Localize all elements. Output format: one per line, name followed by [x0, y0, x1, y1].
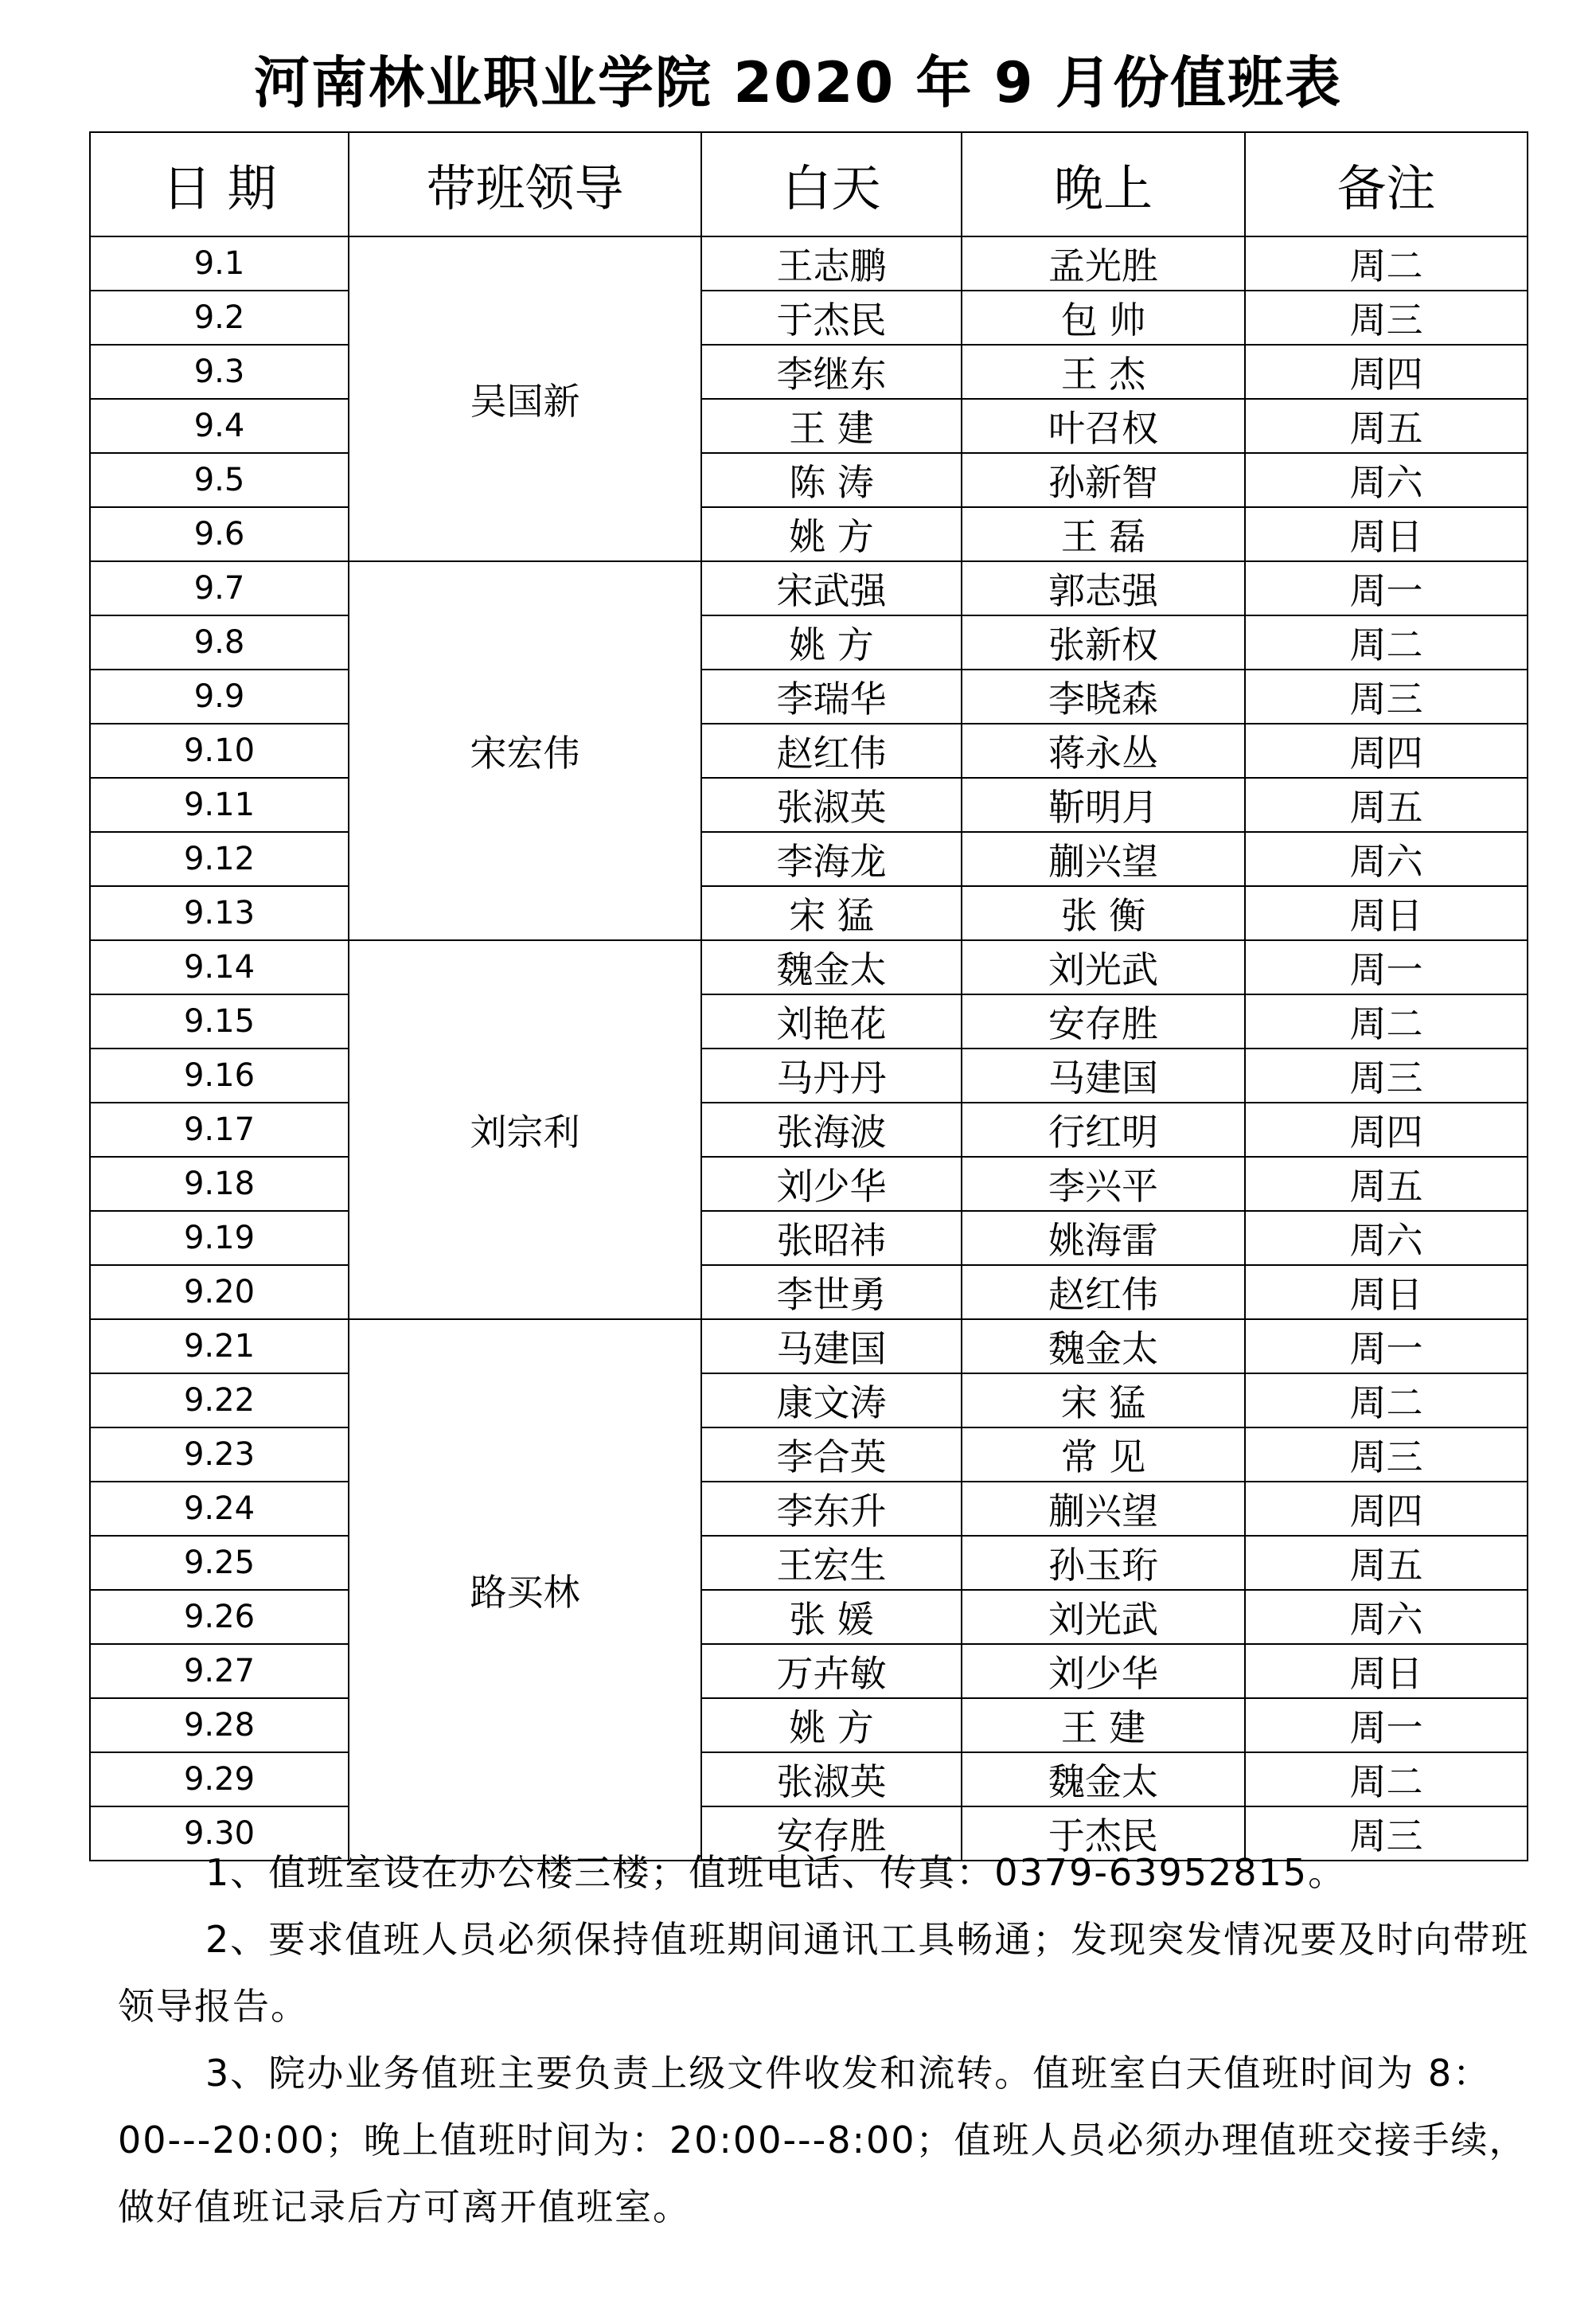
- night-duty-cell: 刘光武: [962, 940, 1245, 994]
- leader-cell: 刘宗利: [349, 940, 701, 1319]
- night-duty-cell: 蒋永丛: [962, 724, 1245, 778]
- weekday-note-cell: 周二: [1245, 1752, 1528, 1806]
- weekday-note-cell: 周六: [1245, 1211, 1528, 1265]
- night-duty-cell: 魏金太: [962, 1752, 1245, 1806]
- table-row: [90, 1211, 1528, 1265]
- weekday-note-cell: 周三: [1245, 670, 1528, 724]
- note-3: 3、院办业务值班主要负责上级文件收发和流转。值班室白天值班时间为 8：00---20:00；晚上值班时间为：20:00---8:00；值班人员必须办理值班交接手续，做好值班记录后方可离开值班室。: [118, 2052, 1528, 2228]
- weekday-note-cell: 周四: [1245, 724, 1528, 778]
- table-row: [90, 291, 1528, 345]
- table-row: [90, 670, 1528, 724]
- table-row: [90, 724, 1528, 778]
- date-cell: 9.14: [90, 940, 349, 994]
- day-duty-cell: 王志鹏: [701, 236, 962, 291]
- night-duty-cell: 张新权: [962, 615, 1245, 670]
- date-cell: 9.6: [90, 507, 349, 561]
- night-duty-cell: 魏金太: [962, 1319, 1245, 1373]
- weekday-note-cell: 周五: [1245, 399, 1528, 453]
- table-row: [90, 940, 1528, 994]
- table-row: [90, 886, 1528, 940]
- date-cell: 9.26: [90, 1590, 349, 1644]
- date-cell: 9.1: [90, 236, 349, 291]
- date-cell: 9.25: [90, 1536, 349, 1590]
- weekday-note-cell: 周五: [1245, 1157, 1528, 1211]
- weekday-note-cell: 周日: [1245, 1644, 1528, 1698]
- date-cell: 9.12: [90, 832, 349, 886]
- page-title: 河南林业职业学院 2020 年 9 月份值班表: [253, 50, 1342, 115]
- table-row: [90, 561, 1528, 615]
- day-duty-cell: 李东升: [701, 1482, 962, 1536]
- night-duty-cell: 孟光胜: [962, 236, 1245, 291]
- night-duty-cell: 李兴平: [962, 1157, 1245, 1211]
- night-duty-cell: 刘少华: [962, 1644, 1245, 1698]
- weekday-note-cell: 周六: [1245, 832, 1528, 886]
- day-duty-cell: 赵红伟: [701, 724, 962, 778]
- leader-cell: 宋宏伟: [349, 561, 701, 940]
- date-cell: 9.18: [90, 1157, 349, 1211]
- weekday-note-cell: 周四: [1245, 1482, 1528, 1536]
- weekday-note-cell: 周日: [1245, 507, 1528, 561]
- table-row: [90, 778, 1528, 832]
- table-row: [90, 1698, 1528, 1752]
- table-row: [90, 399, 1528, 453]
- date-cell: 9.29: [90, 1752, 349, 1806]
- table-row: [90, 1319, 1528, 1373]
- header-leader: 带班领导: [349, 132, 701, 236]
- day-duty-cell: 张 媛: [701, 1590, 962, 1644]
- table-row: [90, 1265, 1528, 1319]
- night-duty-cell: 包 帅: [962, 291, 1245, 345]
- day-duty-cell: 姚 方: [701, 1698, 962, 1752]
- date-cell: 9.3: [90, 345, 349, 399]
- note-1: 1、值班室设在办公楼三楼；值班电话、传真：0379-63952815。: [205, 1851, 1347, 1894]
- day-duty-cell: 李合英: [701, 1427, 962, 1482]
- day-duty-cell: 宋 猛: [701, 886, 962, 940]
- leader-cell: 路买林: [349, 1319, 701, 1861]
- date-cell: 9.16: [90, 1049, 349, 1103]
- day-duty-cell: 张淑英: [701, 1752, 962, 1806]
- weekday-note-cell: 周五: [1245, 1536, 1528, 1590]
- table-row: [90, 994, 1528, 1049]
- table-row: [90, 832, 1528, 886]
- date-cell: 9.19: [90, 1211, 349, 1265]
- header-row: [90, 132, 1528, 236]
- date-cell: 9.23: [90, 1427, 349, 1482]
- note-2: 2、要求值班人员必须保持值班期间通讯工具畅通；发现突发情况要及时向带班领导报告。: [118, 1918, 1530, 2028]
- table-row: [90, 1536, 1528, 1590]
- day-duty-cell: 魏金太: [701, 940, 962, 994]
- night-duty-cell: 刘光武: [962, 1590, 1245, 1644]
- day-duty-cell: 安存胜: [701, 1806, 962, 1861]
- date-cell: 9.9: [90, 670, 349, 724]
- weekday-note-cell: 周二: [1245, 236, 1528, 291]
- date-cell: 9.30: [90, 1806, 349, 1861]
- night-duty-cell: 王 杰: [962, 345, 1245, 399]
- day-duty-cell: 李海龙: [701, 832, 962, 886]
- weekday-note-cell: 周四: [1245, 1103, 1528, 1157]
- notes-section: [118, 1839, 1551, 2240]
- date-cell: 9.11: [90, 778, 349, 832]
- night-duty-cell: 常 见: [962, 1427, 1245, 1482]
- day-duty-cell: 马建国: [701, 1319, 962, 1373]
- table-row: [90, 1590, 1528, 1644]
- date-cell: 9.21: [90, 1319, 349, 1373]
- weekday-note-cell: 周三: [1245, 1427, 1528, 1482]
- weekday-note-cell: 周五: [1245, 778, 1528, 832]
- day-duty-cell: 马丹丹: [701, 1049, 962, 1103]
- day-duty-cell: 姚 方: [701, 615, 962, 670]
- date-cell: 9.24: [90, 1482, 349, 1536]
- night-duty-cell: 赵红伟: [962, 1265, 1245, 1319]
- night-duty-cell: 姚海雷: [962, 1211, 1245, 1265]
- date-cell: 9.7: [90, 561, 349, 615]
- night-duty-cell: 孙新智: [962, 453, 1245, 507]
- date-cell: 9.10: [90, 724, 349, 778]
- weekday-note-cell: 周六: [1245, 1590, 1528, 1644]
- date-cell: 9.28: [90, 1698, 349, 1752]
- weekday-note-cell: 周三: [1245, 291, 1528, 345]
- weekday-note-cell: 周日: [1245, 1265, 1528, 1319]
- date-cell: 9.22: [90, 1373, 349, 1427]
- table-row: [90, 345, 1528, 399]
- night-duty-cell: 靳明月: [962, 778, 1245, 832]
- weekday-note-cell: 周二: [1245, 994, 1528, 1049]
- weekday-note-cell: 周一: [1245, 1698, 1528, 1752]
- duty-table-body: [90, 236, 1528, 1861]
- table-row: [90, 236, 1528, 291]
- weekday-note-cell: 周一: [1245, 1319, 1528, 1373]
- day-duty-cell: 刘艳花: [701, 994, 962, 1049]
- date-cell: 9.20: [90, 1265, 349, 1319]
- date-cell: 9.15: [90, 994, 349, 1049]
- day-duty-cell: 李继东: [701, 345, 962, 399]
- night-duty-cell: 张 衡: [962, 886, 1245, 940]
- night-duty-cell: 于杰民: [962, 1806, 1245, 1861]
- day-duty-cell: 刘少华: [701, 1157, 962, 1211]
- day-duty-cell: 康文涛: [701, 1373, 962, 1427]
- day-duty-cell: 李瑞华: [701, 670, 962, 724]
- night-duty-cell: 王 磊: [962, 507, 1245, 561]
- header-day: 白天: [701, 132, 962, 236]
- day-duty-cell: 张昭祎: [701, 1211, 962, 1265]
- table-row: [90, 507, 1528, 561]
- weekday-note-cell: 周一: [1245, 940, 1528, 994]
- night-duty-cell: 蒯兴望: [962, 832, 1245, 886]
- header-note: 备注: [1245, 132, 1528, 236]
- weekday-note-cell: 周三: [1245, 1049, 1528, 1103]
- day-duty-cell: 万卉敏: [701, 1644, 962, 1698]
- night-duty-cell: 安存胜: [962, 994, 1245, 1049]
- night-duty-cell: 王 建: [962, 1698, 1245, 1752]
- night-duty-cell: 李晓森: [962, 670, 1245, 724]
- day-duty-cell: 姚 方: [701, 507, 962, 561]
- day-duty-cell: 于杰民: [701, 291, 962, 345]
- weekday-note-cell: 周二: [1245, 1373, 1528, 1427]
- date-cell: 9.2: [90, 291, 349, 345]
- table-row: [90, 1373, 1528, 1427]
- date-cell: 9.27: [90, 1644, 349, 1698]
- date-cell: 9.4: [90, 399, 349, 453]
- night-duty-cell: 蒯兴望: [962, 1482, 1245, 1536]
- weekday-note-cell: 周日: [1245, 886, 1528, 940]
- leader-cell: 吴国新: [349, 236, 701, 561]
- day-duty-cell: 张淑英: [701, 778, 962, 832]
- date-cell: 9.8: [90, 615, 349, 670]
- night-duty-cell: 孙玉珩: [962, 1536, 1245, 1590]
- weekday-note-cell: 周一: [1245, 561, 1528, 615]
- weekday-note-cell: 周四: [1245, 345, 1528, 399]
- day-duty-cell: 张海波: [701, 1103, 962, 1157]
- table-row: [90, 1427, 1528, 1482]
- weekday-note-cell: 周六: [1245, 453, 1528, 507]
- table-row: [90, 453, 1528, 507]
- table-row: [90, 1103, 1528, 1157]
- day-duty-cell: 宋武强: [701, 561, 962, 615]
- table-row: [90, 615, 1528, 670]
- table-row: [90, 1482, 1528, 1536]
- table-row: [90, 1157, 1528, 1211]
- table-row: [90, 1049, 1528, 1103]
- night-duty-cell: 行红明: [962, 1103, 1245, 1157]
- date-cell: 9.5: [90, 453, 349, 507]
- day-duty-cell: 陈 涛: [701, 453, 962, 507]
- night-duty-cell: 宋 猛: [962, 1373, 1245, 1427]
- table-row: [90, 1644, 1528, 1698]
- night-duty-cell: 郭志强: [962, 561, 1245, 615]
- duty-table: [89, 131, 1528, 1861]
- night-duty-cell: 马建国: [962, 1049, 1245, 1103]
- day-duty-cell: 王 建: [701, 399, 962, 453]
- header-night: 晚上: [962, 132, 1245, 236]
- date-cell: 9.13: [90, 886, 349, 940]
- weekday-note-cell: 周二: [1245, 615, 1528, 670]
- day-duty-cell: 李世勇: [701, 1265, 962, 1319]
- header-date: 日 期: [90, 132, 349, 236]
- weekday-note-cell: 周三: [1245, 1806, 1528, 1861]
- table-row: [90, 1752, 1528, 1806]
- day-duty-cell: 王宏生: [701, 1536, 962, 1590]
- date-cell: 9.17: [90, 1103, 349, 1157]
- night-duty-cell: 叶召权: [962, 399, 1245, 453]
